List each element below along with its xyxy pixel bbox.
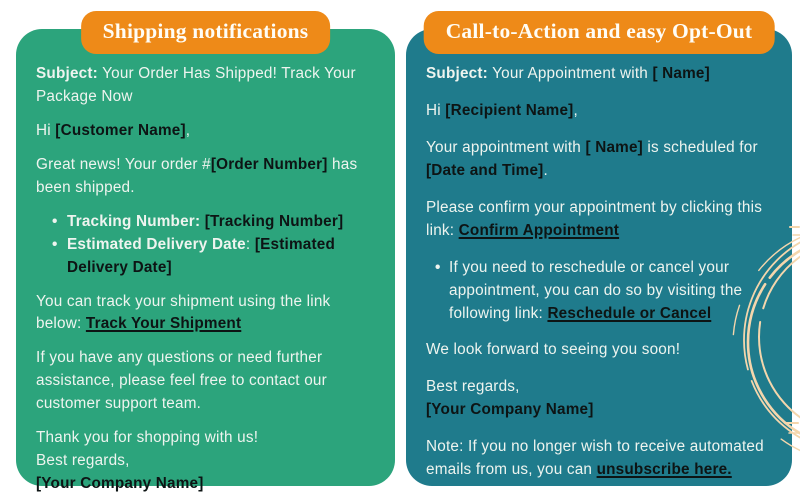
schedule-mid: is scheduled for (642, 138, 758, 156)
shipping-details-list (52, 211, 377, 280)
optout-note-line (426, 436, 774, 482)
tracking-label: Tracking Number: (67, 212, 205, 230)
subject-text: Your Order Has Shipped! Track Your Package Now (36, 65, 356, 105)
schedule-line (426, 137, 774, 183)
delivery-date-placeholder: [Estimated Delivery Date] (67, 235, 336, 276)
greeting-pre: Hi (36, 121, 56, 139)
thanks-line: Thank you for shopping with us! (36, 429, 259, 447)
unsubscribe-link[interactable]: unsubscribe here. (596, 461, 732, 479)
reschedule-list (435, 257, 774, 326)
shipping-card-title-pill: Shipping notifications (81, 11, 331, 54)
reschedule-cancel-link[interactable]: Reschedule or Cancel (547, 304, 712, 322)
confirm-appointment-link[interactable]: Confirm Appointment (458, 221, 620, 239)
subject-text: Your Appointment with (487, 65, 653, 82)
name-placeholder: [ Name] (652, 65, 710, 82)
name-placeholder: [ Name] (585, 138, 643, 156)
appointment-subject-line (426, 63, 774, 86)
shipping-greeting-line (36, 120, 377, 143)
shipping-subject-line (36, 63, 377, 109)
confirm-pre: Please confirm your appointment by clicking this link: (426, 198, 763, 239)
schedule-pre: Your appointment with (426, 138, 586, 156)
track-pre: You can track your shipment using the link below: (36, 292, 331, 333)
greeting-post: , (185, 121, 191, 139)
recipient-name-placeholder: [Recipient Name] (445, 101, 574, 119)
order-shipped-line (36, 154, 377, 200)
date-time-placeholder: [Date and Time] (426, 161, 544, 179)
schedule-post: . (543, 161, 548, 179)
subject-label: Subject: (426, 65, 488, 82)
reschedule-pre: If you need to reschedule or cancel your appointment, you can do so by visiting the following link: (449, 258, 743, 322)
tracking-number-item (52, 211, 377, 234)
shipping-company-placeholder: [Your Company Name] (36, 475, 204, 493)
delivery-date-item (52, 234, 377, 280)
reschedule-item (435, 257, 774, 326)
greeting-pre: Hi (426, 101, 446, 119)
cta-company-placeholder: [Your Company Name] (426, 401, 594, 419)
appointment-greeting-line (426, 100, 774, 123)
shipping-regards-line: Best regards, (36, 452, 130, 470)
confirm-line (426, 197, 774, 243)
shipped-post: has been shipped. (36, 155, 358, 196)
delivery-label: Estimated Delivery Date (67, 235, 246, 253)
shipped-pre: Great news! Your order # (36, 155, 211, 173)
shipping-notifications-card (16, 19, 395, 493)
note-pre: Note: If you no longer wish to receive automated emails from us, you can (426, 438, 764, 479)
tracking-number-placeholder: [Tracking Number] (204, 212, 344, 230)
cta-card-title-pill: Call-to-Action and easy Opt-Out (424, 11, 775, 54)
cta-regards-line: Best regards, (426, 378, 520, 396)
look-forward-line: We look forward to seeing you soon! (426, 341, 681, 359)
track-shipment-line (36, 291, 377, 337)
customer-name-placeholder: [Customer Name] (55, 121, 186, 139)
delivery-separator: : (245, 235, 255, 253)
track-shipment-link[interactable]: Track Your Shipment (85, 315, 242, 333)
cta-optout-card (406, 19, 792, 486)
order-number-placeholder: [Order Number] (210, 155, 328, 173)
subject-label: Subject: (36, 65, 98, 82)
support-line: If you have any questions or need further assistance, please feel free to contact our customer support team. (36, 349, 327, 413)
greeting-post: , (573, 101, 578, 119)
